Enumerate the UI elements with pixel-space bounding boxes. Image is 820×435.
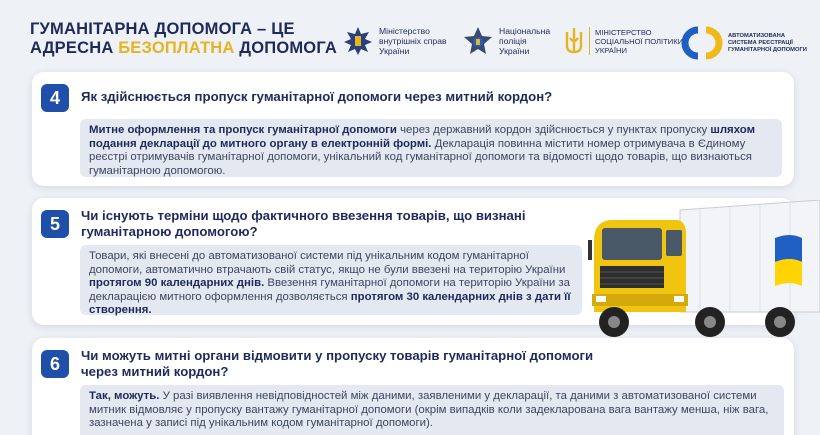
logo-divider <box>589 27 590 55</box>
trident-icon <box>563 26 585 56</box>
police-badge-icon <box>463 26 493 56</box>
page-title <box>30 20 337 58</box>
answer-box: Так, можуть. У разі виявлення невідповідностей між даними, заявленими у декларації, та даними з автоматизованої системи митник відмовляє у пропуску вантажу гуманітарної допомоги (окрім випадків коли задекларована вага вантажу менша, ніж вага, зазначена у записі під унікальним кодом гуманітарної допомоги). <box>80 385 784 435</box>
number-badge: 5 <box>41 210 69 238</box>
wheel-icon <box>765 307 795 337</box>
title-line-2: АДРЕСНА БЕЗОПЛАТНА ДОПОМОГА <box>30 39 337 57</box>
logo-mvs: Міністерство внутрішніх справ України <box>343 26 447 56</box>
answer-box: Митне оформлення та пропуск гуманітарної допомоги через державний кордон здійснюється у пунктах пропуску шляхом подання декларації до митного органу в електронній формі. Декларація повинна містити номер отримувача в Єдиному реєстрі отримувачів гуманітарної допомоги, унікальний код гуманітарної допомоги та відомості щодо товарів, що визнаються гуманітарною допомогою. <box>80 119 782 177</box>
truck-illustration <box>580 200 820 360</box>
answer-box: Товари, які внесені до автоматизованої системи під унікальним кодом гуманітарної допомоги, автоматично втрачають свій статус, якщо не були ввезені на територію України протягом 90 календарних днів. Ввезення гуманітарної допомоги на територію України за декларацією митного оформлення дозволяється протягом 30 календарних днів з дати її створення. <box>80 245 582 315</box>
faq-card-4 <box>32 72 794 186</box>
logo-registry: АВТОМАТИЗОВАНА СИСТЕМА РЕЄСТРАЦІЇ ГУМАНІТАРНОЇ ДОПОМОГИ <box>680 26 807 60</box>
number-badge: 6 <box>41 350 69 378</box>
header <box>0 0 820 75</box>
mvs-emblem-icon <box>343 26 373 56</box>
wheel-icon <box>599 307 629 337</box>
question: Як здійснюється пропуск гуманітарної допомоги через митний кордон? <box>81 89 553 104</box>
question: Чи існують терміни щодо фактичного ввезення товарів, що визнані гуманітарною допомогою? <box>81 208 526 239</box>
ukraine-flag-icon <box>775 235 802 286</box>
grille <box>600 266 664 288</box>
registry-logo-icon <box>680 26 724 60</box>
wheel-icon <box>695 307 725 337</box>
title-accent: БЕЗОПЛАТНА <box>118 39 235 57</box>
title-line-1: ГУМАНІТАРНА ДОПОМОГА – ЦЕ <box>30 20 295 38</box>
logo-mspu: МІНІСТЕРСТВО СОЦІАЛЬНОЇ ПОЛІТИКИ УКРАЇНИ <box>563 26 683 56</box>
logo-police: Національна поліція України <box>463 26 550 56</box>
question: Чи можуть митні органи відмовити у пропуску товарів гуманітарної допомоги через митний кордон? <box>81 348 594 379</box>
windshield <box>602 228 662 260</box>
number-badge: 4 <box>41 84 69 112</box>
